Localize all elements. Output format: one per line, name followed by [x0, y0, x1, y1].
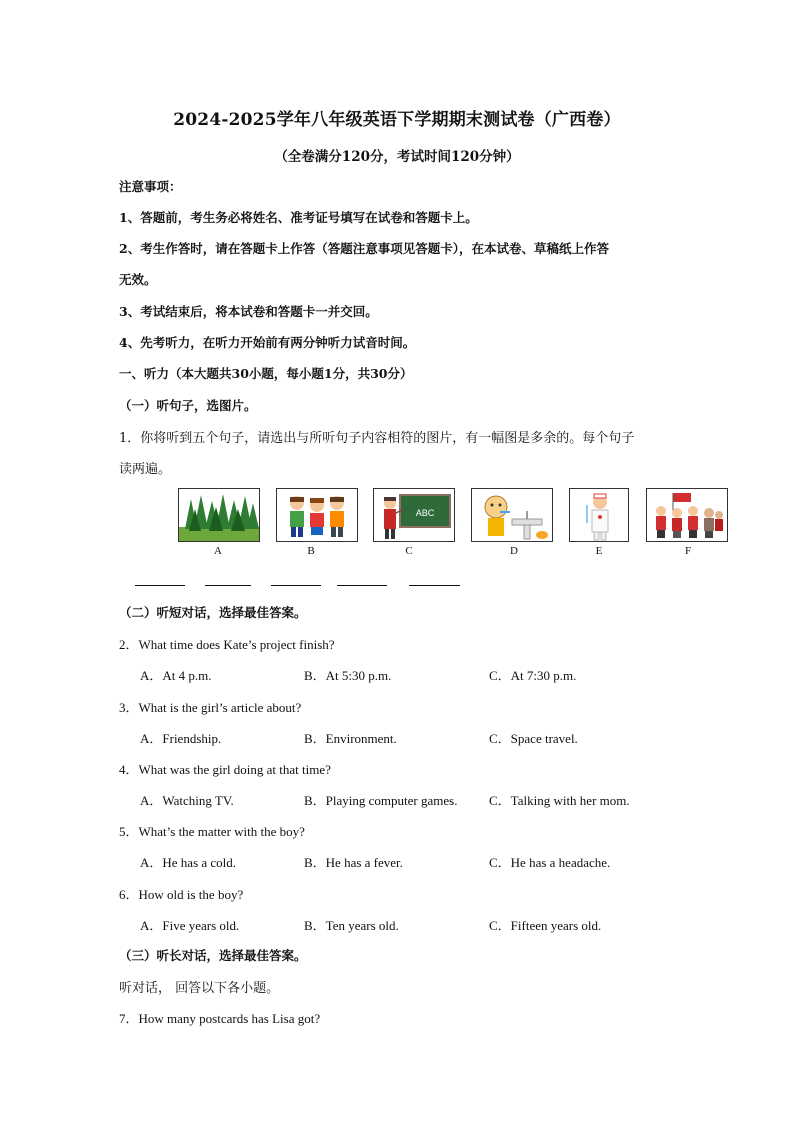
question-5-option-c[interactable]: C．He has a headache.	[489, 855, 611, 870]
picture-d	[471, 488, 553, 542]
note-item-2: 2、考生作答时，请在答题卡上作答（答题注意事项见答题卡），在本试卷、草稿纸上作答	[119, 241, 609, 256]
notes-heading: 注意事项：	[119, 179, 182, 194]
teacher-abc-icon	[374, 489, 454, 541]
question-5-option-a[interactable]: A．He has a cold.	[140, 855, 237, 870]
part1-heading: （一）听句子，选图片。	[119, 398, 257, 413]
picture-f-label: F	[684, 545, 692, 557]
volunteers-icon	[647, 489, 727, 541]
note-item-2-cont: 无效。	[119, 272, 157, 287]
note-item-3: 3、考试结束后，将本试卷和答题卡一并交回。	[119, 304, 378, 319]
question-3-option-a[interactable]: A．Friendship.	[140, 731, 222, 746]
question-6-option-a[interactable]: A．Five years old.	[140, 918, 240, 933]
question-4-option-b[interactable]: B．Playing computer games.	[304, 793, 458, 808]
question-2-option-b[interactable]: B．At 5:30 p.m.	[304, 668, 392, 683]
question-4-option-c[interactable]: C．Talking with her mom.	[489, 793, 630, 808]
question-7-stem: 7．How many postcards has Lisa got?	[119, 1011, 321, 1026]
picture-b-label: B	[307, 545, 315, 557]
question-3-stem: 3．What is the girl’s article about?	[119, 700, 302, 715]
question-4-option-a[interactable]: A．Watching TV.	[140, 793, 234, 808]
picture-d-label: D	[510, 545, 518, 557]
answer-blank-3[interactable]	[271, 585, 321, 587]
picture-f	[646, 488, 728, 542]
question-6-option-b[interactable]: B．Ten years old.	[304, 918, 399, 933]
question-5-stem: 5．What’s the matter with the boy?	[119, 824, 305, 839]
picture-a	[178, 488, 260, 542]
answer-blank-5[interactable]	[409, 585, 460, 587]
picture-b	[276, 488, 358, 542]
answer-blank-4[interactable]	[337, 585, 387, 587]
part3-heading: （三）听长对话，选择最佳答案。	[119, 948, 307, 963]
question-5-option-b[interactable]: B．He has a fever.	[304, 855, 403, 870]
picture-c-label: C	[405, 545, 413, 557]
boy-brushing-teeth-icon	[472, 489, 552, 541]
answer-blank-1[interactable]	[135, 585, 185, 587]
svg-text:ABC: ABC	[415, 508, 435, 518]
question-2-option-c[interactable]: C．At 7:30 p.m.	[489, 668, 577, 683]
question-1-stem-cont: 读两遍。	[119, 462, 172, 477]
exam-subtitle: （全卷满分120分，考试时间120分钟）	[274, 149, 520, 165]
note-item-1: 1、答题前，考生务必将姓名、准考证号填写在试卷和答题卡上。	[119, 210, 478, 225]
question-2-option-a[interactable]: A．At 4 p.m.	[140, 668, 212, 683]
children-icon	[277, 489, 357, 541]
note-item-4: 4、先考听力，在听力开始前有两分钟听力试音时间。	[119, 335, 416, 350]
part2-heading: （二）听短对话，选择最佳答案。	[119, 605, 307, 620]
picture-c	[373, 488, 455, 542]
forest-icon	[179, 489, 259, 541]
question-4-stem: 4．What was the girl doing at that time?	[119, 762, 331, 777]
answer-blank-2[interactable]	[205, 585, 251, 587]
question-2-stem: 2．What time does Kate’s project finish?	[119, 637, 335, 652]
doctor-icon	[570, 489, 628, 541]
question-1-stem: 1．你将听到五个句子，请选出与所听句子内容相符的图片，有一幅图是多余的。每个句子	[119, 431, 635, 446]
question-6-stem: 6．How old is the boy?	[119, 887, 244, 902]
picture-a-label: A	[214, 545, 222, 557]
exam-title: 2024-2025学年八年级英语下学期期末测试卷（广西卷）	[173, 110, 621, 130]
question-3-option-b[interactable]: B．Environment.	[304, 731, 397, 746]
picture-e-label: E	[595, 545, 603, 557]
question-3-option-c[interactable]: C．Space travel.	[489, 731, 578, 746]
picture-e	[569, 488, 629, 542]
question-6-option-c[interactable]: C．Fifteen years old.	[489, 918, 602, 933]
part3-intro: 听对话， 回答以下各小题。	[119, 981, 280, 996]
section-listening-heading: 一、听力（本大题共30小题，每小题1分，共30分）	[119, 366, 413, 381]
